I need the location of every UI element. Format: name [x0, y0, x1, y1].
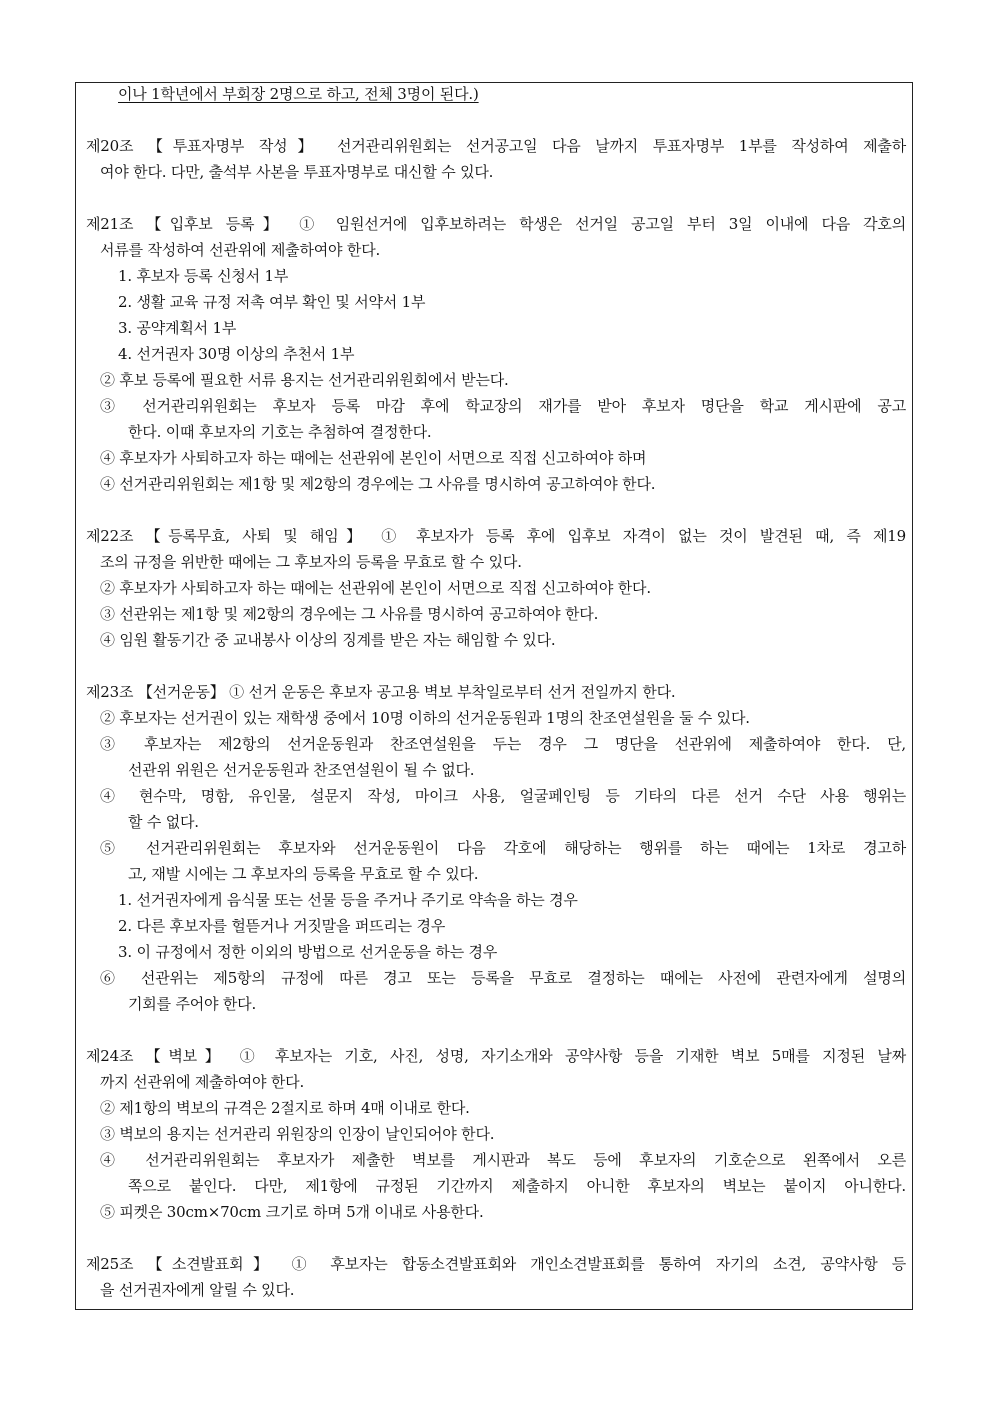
clause: ⑤ 선거관리위원회는 후보자와 선거운동원이 다음 각호에 해당하는 행위를 하는 때에는 1차로 경고하 — [100, 839, 906, 857]
clause: ④ 현수막, 명함, 유인물, 설문지 작성, 마이크 사용, 얼굴페인팅 등 기타의 다른 선거 수단 사용 행위는 — [100, 787, 906, 805]
clause: ③ 후보자는 제2항의 선거운동원과 찬조연설원을 두는 경우 그 명단을 선관위에 제출하여야 한다. 단, — [100, 735, 906, 753]
text-line: 여야 한다. 다만, 출석부 사본을 투표자명부로 대신할 수 있다. — [100, 163, 494, 181]
clause: ④ 임원 활동기간 중 교내봉사 이상의 징계를 받은 자는 해임할 수 있다. — [100, 631, 556, 649]
list-item: 1. 후보자 등록 신청서 1부 — [118, 267, 289, 285]
article-24-heading: 제24조 【벽보】 ① 후보자는 기호, 사진, 성명, 자기소개와 공약사항 등을 기재한 벽보 5매를 지정된 날짜 — [86, 1047, 906, 1065]
list-item: 3. 공약계획서 1부 — [118, 319, 237, 337]
article-25-heading: 제25조 【소견발표회】 ① 후보자는 합동소견발표회와 개인소견발표회를 통하여 자기의 소견, 공약사항 등 — [86, 1255, 906, 1273]
clause: ④ 선거관리위원회는 제1항 및 제2항의 경우에는 그 사유를 명시하여 공고하여야 한다. — [100, 475, 656, 493]
clause: ② 후보자는 선거권이 있는 재학생 중에서 10명 이하의 선거운동원과 1명의 찬조연설원을 둘 수 있다. — [100, 709, 750, 727]
text-line: 할 수 없다. — [128, 813, 199, 831]
list-item: 4. 선거권자 30명 이상의 추천서 1부 — [118, 345, 355, 363]
text-line: 서류를 작성하여 선관위에 제출하여야 한다. — [100, 241, 381, 259]
article-23-heading: 제23조 【선거운동】 ① 선거 운동은 후보자 공고용 벽보 부착일로부터 선거 전일까지 한다. — [86, 683, 676, 701]
article-21-heading: 제21조 【입후보 등록】 ① 임원선거에 입후보하려는 학생은 선거일 공고일 부터 3일 이내에 다음 각호의 — [86, 215, 906, 233]
text-line: 선관위 위원은 선거운동원과 찬조연설원이 될 수 없다. — [128, 761, 475, 779]
clause: ③ 선관위는 제1항 및 제2항의 경우에는 그 사유를 명시하여 공고하여야 한다. — [100, 605, 599, 623]
clause: ② 후보자가 사퇴하고자 하는 때에는 선관위에 본인이 서면으로 직접 신고하여야 한다. — [100, 579, 651, 597]
text-line: 쪽으로 붙인다. 다만, 제1항에 규정된 기간까지 제출하지 아니한 후보자의 벽보는 붙이지 아니한다. — [128, 1177, 906, 1195]
clause: ⑥ 선관위는 제5항의 규정에 따른 경고 또는 등록을 무효로 결정하는 때에는 사전에 관련자에게 설명의 — [100, 969, 906, 987]
text-line: 고, 재발 시에는 그 후보자의 등록을 무효로 할 수 있다. — [128, 865, 479, 883]
list-item: 3. 이 규정에서 정한 이외의 방법으로 선거운동을 하는 경우 — [118, 943, 498, 961]
clause: ③ 선거관리위원회는 후보자 등록 마감 후에 학교장의 재가를 받아 후보자 명단을 학교 게시판에 공고 — [100, 397, 906, 415]
text-line: 조의 규정을 위반한 때에는 그 후보자의 등록을 무효로 할 수 있다. — [100, 553, 522, 571]
clause: ④ 후보자가 사퇴하고자 하는 때에는 선관위에 본인이 서면으로 직접 신고하여야 하며 — [100, 449, 647, 467]
clause: ④ 선거관리위원회는 후보자가 제출한 벽보를 게시판과 복도 등에 후보자의 기호순으로 왼쪽에서 오른 — [100, 1151, 906, 1169]
article-22-heading: 제22조 【등록무효, 사퇴 및 해임】 ① 후보자가 등록 후에 입후보 자격이 없는 것이 발견된 때, 즉 제19 — [86, 527, 906, 545]
article-20-heading: 제20조 【투표자명부 작성】 선거관리위원회는 선거공고일 다음 날까지 투표자명부 1부를 작성하여 제출하 — [86, 137, 906, 155]
text-line: 을 선거권자에게 알릴 수 있다. — [100, 1281, 295, 1299]
clause: ③ 벽보의 용지는 선거관리 위원장의 인장이 날인되어야 한다. — [100, 1125, 495, 1143]
text-line: 까지 선관위에 제출하여야 한다. — [100, 1073, 305, 1091]
text-line: 기회를 주어야 한다. — [128, 995, 257, 1013]
list-item: 2. 다른 후보자를 헐뜯거나 거짓말을 퍼뜨리는 경우 — [118, 917, 446, 935]
list-item: 1. 선거권자에게 음식물 또는 선물 등을 주거나 주기로 약속을 하는 경우 — [118, 891, 578, 909]
text-line: 한다. 이때 후보자의 기호는 추첨하여 결정한다. — [128, 423, 432, 441]
clause: ② 제1항의 벽보의 규격은 2절지로 하며 4매 이내로 한다. — [100, 1099, 470, 1117]
list-item: 2. 생활 교육 규정 저촉 여부 확인 및 서약서 1부 — [118, 293, 426, 311]
text-line: 이나 1학년에서 부회장 2명으로 하고, 전체 3명이 된다.) — [118, 85, 479, 103]
clause: ⑤ 피켓은 30cm×70cm 크기로 하며 5개 이내로 사용한다. — [100, 1203, 484, 1221]
clause: ② 후보 등록에 필요한 서류 용지는 선거관리위원회에서 받는다. — [100, 371, 509, 389]
